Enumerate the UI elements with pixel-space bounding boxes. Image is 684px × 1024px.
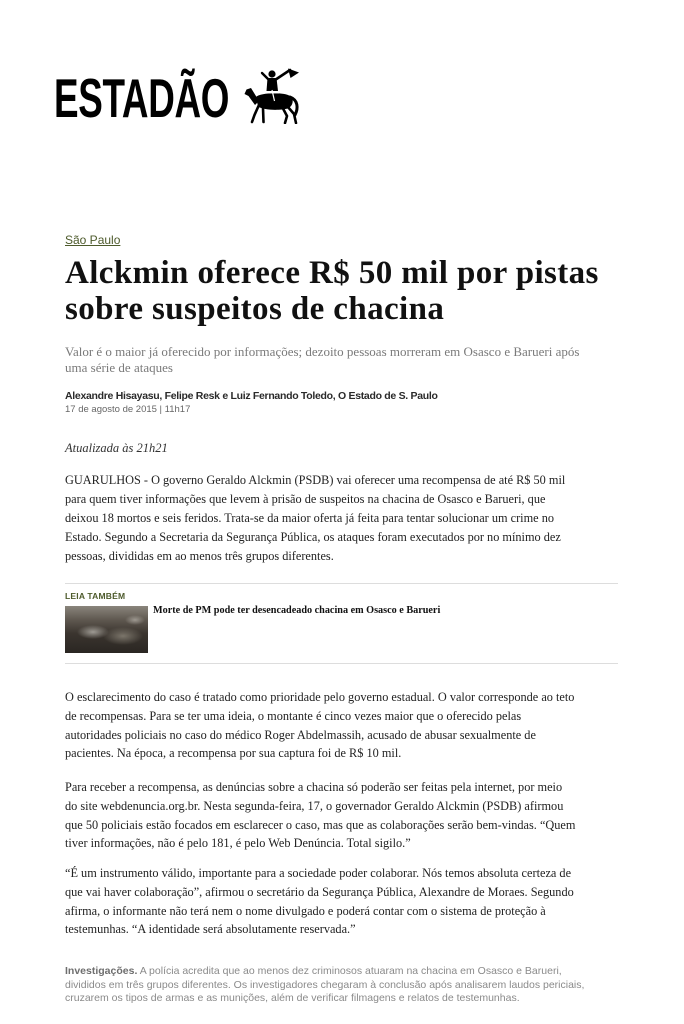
article-paragraph (65, 688, 574, 763)
investigations-line: cruzarem os tipos de armas e as munições, além de verificar filmagens e relatos de testemunhas. (65, 992, 520, 1004)
paragraph-line: autoridades policiais no caso do médico Roger Abdelmassih, acusado de abusar sexualmente de (65, 727, 536, 742)
publish-date: 17 de agosto de 2015 | 11h17 (65, 404, 191, 415)
article-paragraph (65, 778, 575, 853)
paragraph-line: Para receber a recompensa, as denúncias sobre a chacina só poderão ser feitas pela internet, por meio (65, 780, 563, 794)
related-label: LEIA TAMBÉM (65, 591, 126, 601)
related-article-link[interactable]: Morte de PM pode ter desencadeado chacina em Osasco e Barueri (153, 605, 441, 616)
investigations-paragraph (65, 965, 584, 1006)
headline-line: sobre suspeitos de chacina (65, 291, 445, 327)
investigations-line: divididos em três grupos diferentes. Os investigadores chegaram à conclusão após analisarem laudos periciais, (65, 978, 585, 991)
paragraph-line: afirma, o informante não terá nem o nome divulgado e poderá contar com o sistema de proteção à (65, 903, 546, 918)
divider (65, 663, 618, 664)
paragraph-line: deixou 18 mortos e seis feridos. Trata-se da maior oferta já feita para tentar solucionar um crime no (65, 511, 554, 525)
investigations-text: A polícia acredita que ao menos dez criminosos atuaram na chacina em Osasco e Barueri, (139, 965, 562, 977)
paragraph-line: tiver informações, não é pelo 181, é pelo Web Denúncia. Total sigilo.” (65, 836, 411, 851)
paragraph-line: testemunhas. “A identidade será absolutamente reservada.” (65, 922, 356, 937)
paragraph-line: pessoas, divididas em ao menos três grupos diferentes. (65, 549, 334, 563)
subtitle-line: Valor é o maior já oferecido por informações; dezoito pessoas morreram em Osasco e Barueri após (65, 344, 580, 359)
section-link-sao-paulo[interactable]: São Paulo (65, 233, 121, 247)
divider (65, 583, 618, 584)
logo-wordmark: ESTADÃO (54, 67, 230, 129)
paragraph-line: “É um instrumento válido, importante para a sociedade poder colaborar. Nós temos absoluta certeza de (65, 866, 572, 880)
related-article-thumbnail[interactable] (65, 606, 148, 653)
paragraph-line: GUARULHOS - O governo Geraldo Alckmin (PSDB) vai oferecer uma recompensa de até R$ 50 mil (65, 473, 566, 487)
paragraph-line: para quem tiver informações que levem à prisão de suspeitos na chacina de Osasco e Barueri, que (65, 492, 546, 506)
paragraph-line: que 50 policiais estão focados em esclarecer o caso, mas que as colaborações serão bem-vindas. “Quem (65, 817, 576, 832)
investigations-lead: Investigações. (65, 965, 138, 977)
subtitle (65, 344, 579, 376)
paragraph-line: Estado. Segundo a Secretaria da Segurança Pública, os ataques foram executados por no mínimo dez (65, 530, 561, 544)
subtitle-line: uma série de ataques (65, 360, 173, 375)
article-paragraph (65, 471, 565, 566)
headline-line: Alckmin oferece R$ 50 mil por pistas (65, 255, 599, 291)
article-paragraph (65, 864, 574, 939)
paragraph-line: pacientes. Na época, a recompensa por sua captura foi de R$ 10 mil. (65, 746, 402, 761)
paragraph-line: de recompensas. Para se ter uma ideia, o montante é cinco vezes maior que o oferecido pelas (65, 708, 522, 723)
headline (65, 255, 599, 327)
knight-on-horse-icon (244, 66, 300, 124)
investigations-line (65, 965, 584, 979)
paragraph-line: que vai haver colaboração”, afirmou o secretário da Segurança Pública, Alexandre de Moraes. Segundo (65, 884, 574, 899)
paragraph-line: do site webdenuncia.org.br. Nesta segunda-feira, 17, o governador Geraldo Alckmin (PSDB) afirmou (65, 798, 564, 813)
paragraph-line: O esclarecimento do caso é tratado como prioridade pelo governo estadual. O valor corresponde ao teto (65, 690, 575, 704)
updated-timestamp: Atualizada às 21h21 (65, 441, 168, 455)
byline-authors: Alexandre Hisayasu, Felipe Resk e Luiz Fernando Toledo, O Estado de S. Paulo (65, 390, 438, 402)
